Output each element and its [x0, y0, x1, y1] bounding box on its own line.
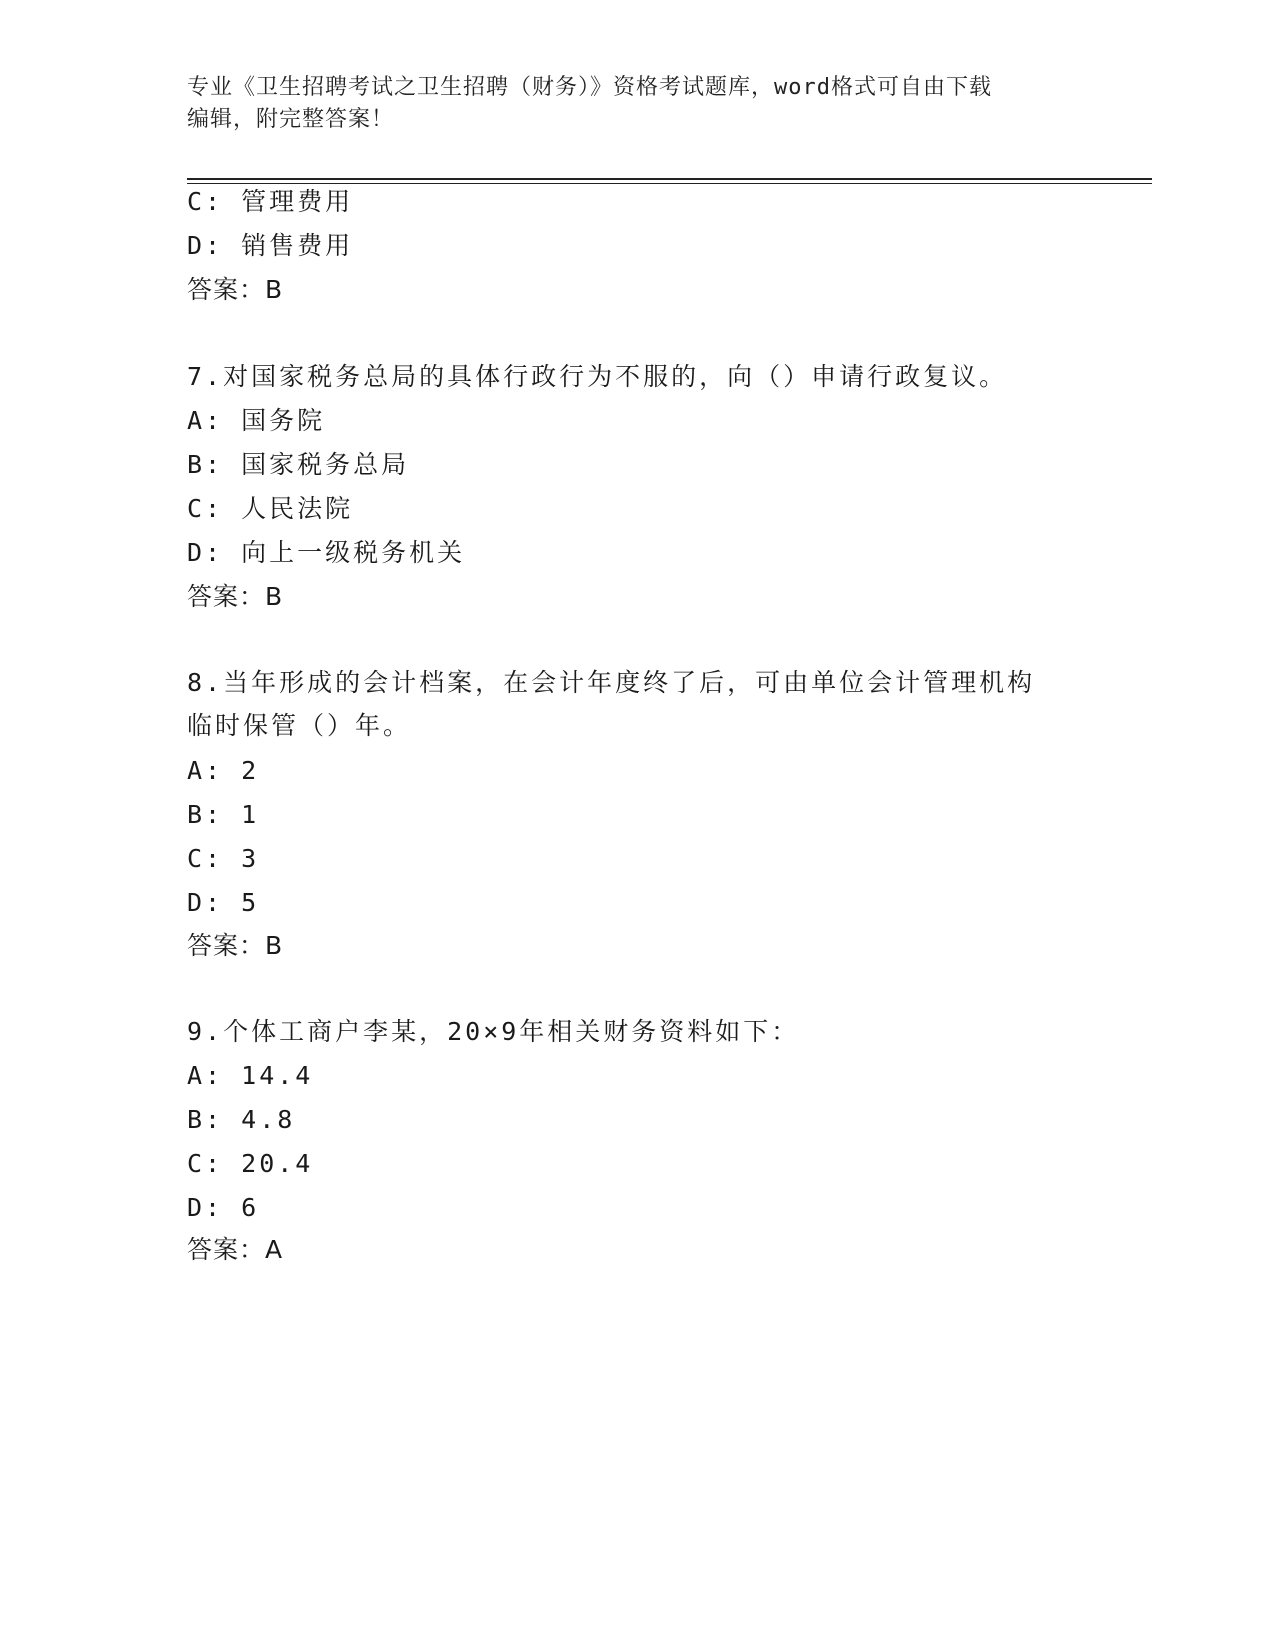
question-9-option-d: D: 6	[187, 1193, 260, 1222]
question-7-stem: 7.对国家税务总局的具体行政行为不服的，向（）申请行政复议。	[187, 362, 1008, 391]
prev-answer: 答案：B	[187, 275, 284, 304]
question-8-option-b: B: 1	[187, 800, 260, 829]
question-8-stem-line-2: 临时保管（）年。	[187, 711, 412, 740]
header-divider-thin	[187, 183, 1152, 184]
question-9-stem: 9.个体工商户李某，20×9年相关财务资料如下：	[187, 1017, 800, 1046]
question-7-answer: 答案：B	[187, 582, 284, 611]
question-7-option-c: C: 人民法院	[187, 494, 354, 523]
question-9-option-c: C: 20.4	[187, 1149, 314, 1178]
question-8-option-a: A: 2	[187, 756, 260, 785]
question-8-stem-line-1: 8.当年形成的会计档案，在会计年度终了后，可由单位会计管理机构	[187, 668, 1036, 697]
prev-option-d: D: 销售费用	[187, 231, 354, 260]
document-header	[187, 72, 1067, 136]
prev-option-c: C: 管理费用	[187, 187, 354, 216]
header-divider-thick	[187, 178, 1152, 180]
question-7-option-b: B: 国家税务总局	[187, 450, 410, 479]
question-8-option-d: D: 5	[187, 888, 260, 917]
question-9-option-b: B: 4.8	[187, 1105, 296, 1134]
question-9-option-a: A: 14.4	[187, 1061, 314, 1090]
question-7-option-d: D: 向上一级税务机关	[187, 538, 466, 567]
header-line-2: 编辑，附完整答案！	[187, 107, 395, 132]
question-7-option-a: A: 国务院	[187, 406, 326, 435]
question-9-answer: 答案：A	[187, 1235, 284, 1264]
question-8-option-c: C: 3	[187, 844, 260, 873]
question-8-answer: 答案：B	[187, 931, 284, 960]
header-line-1: 专业《卫生招聘考试之卫生招聘（财务）》资格考试题库，word格式可自由下载	[187, 75, 992, 100]
